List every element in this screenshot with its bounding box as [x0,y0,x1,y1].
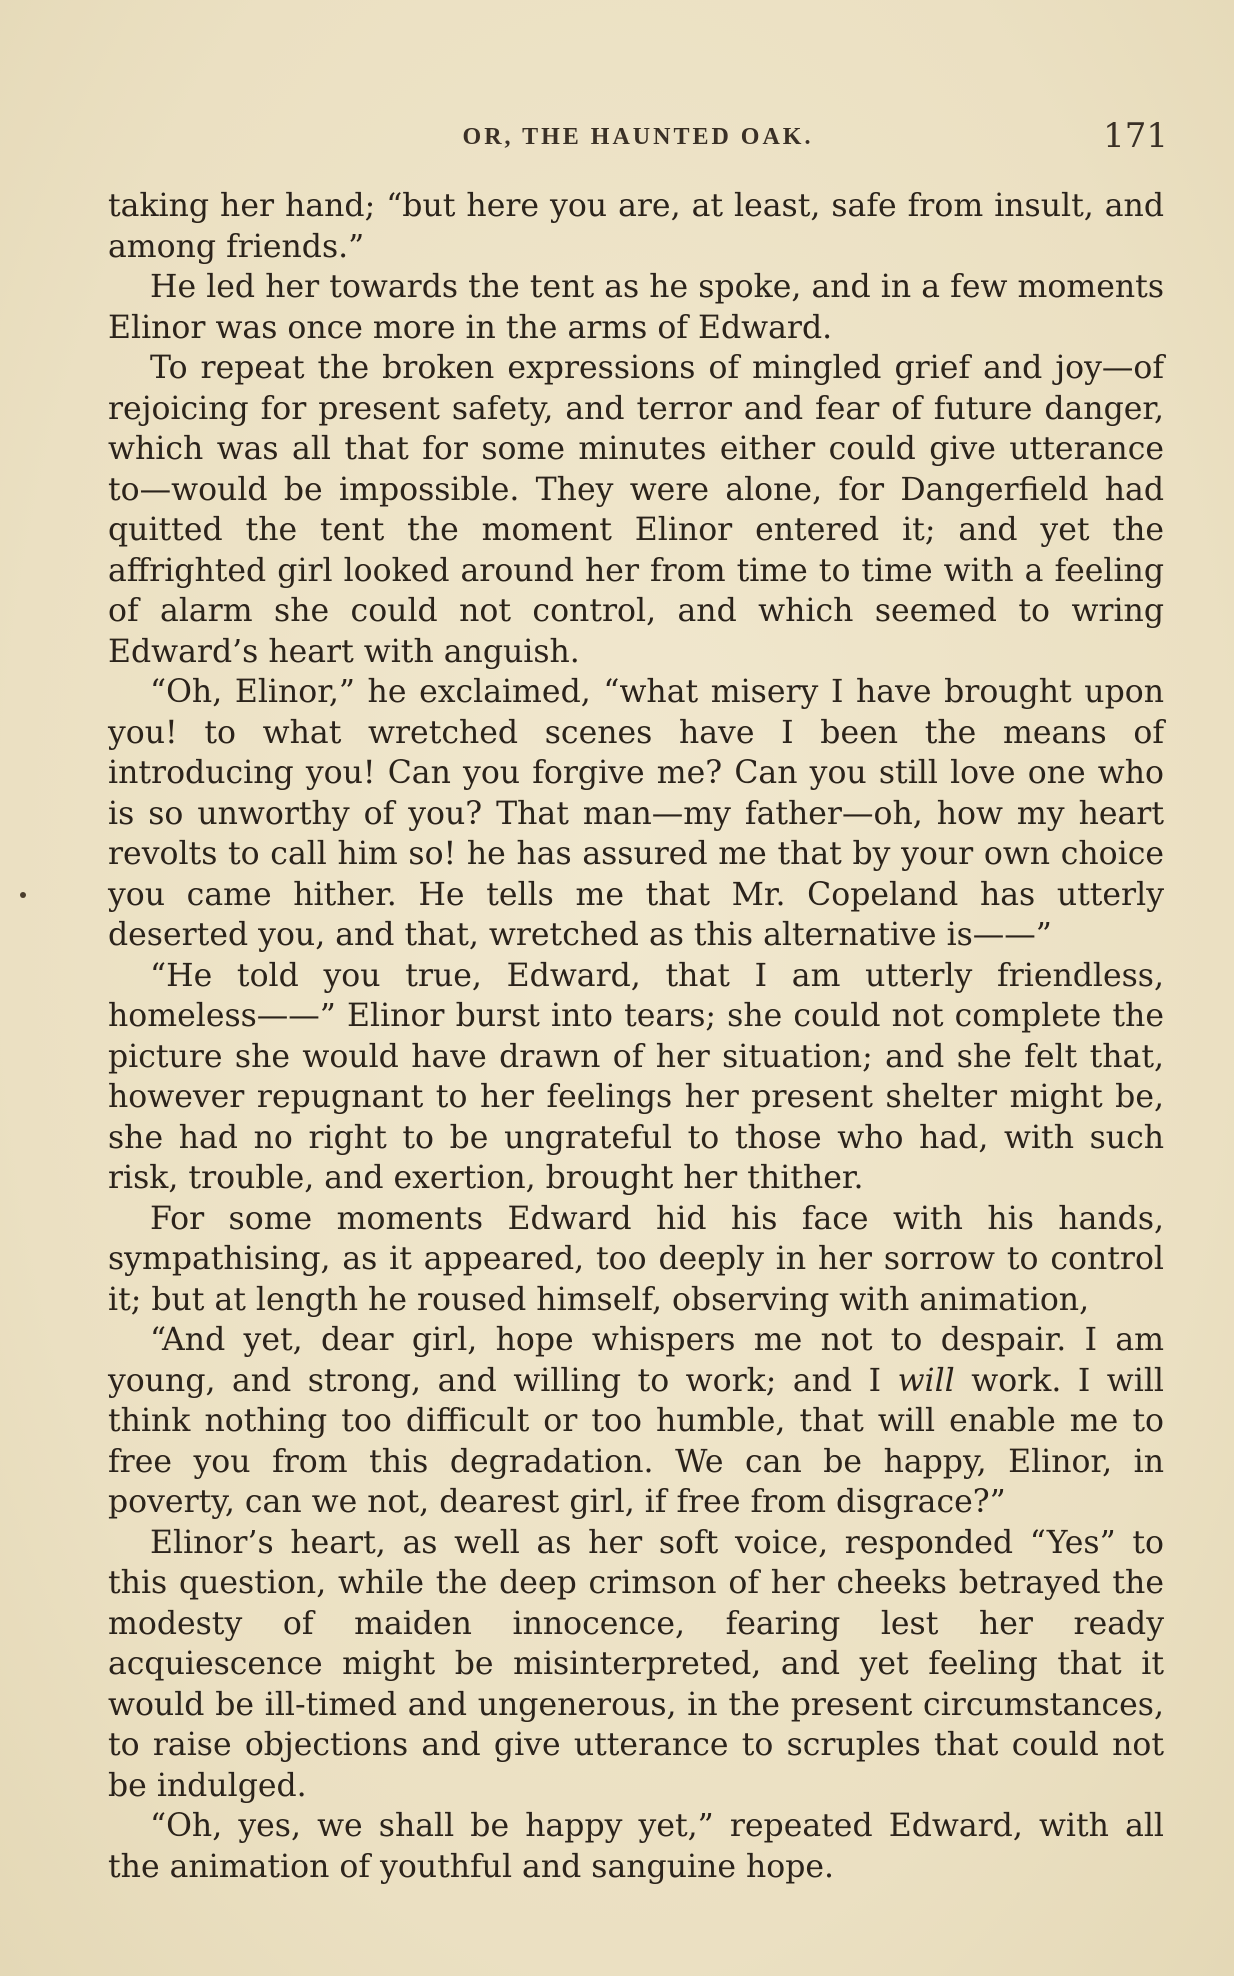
paragraph [108,1320,1164,1523]
emphasis: will [897,1362,955,1399]
body-text [108,186,1164,1887]
paragraph-text: “And yet, dear girl, hope whispers me not to despair. I am young, and strong, and willing to work; and I [108,1322,1164,1399]
running-head [108,116,1168,162]
paragraph: Elinor’s heart, as well as her soft voice, responded “Yes” to this question, while the deep crimson of her cheeks betrayed the modesty of maiden innocence, fearing lest her ready acquiescence might be misinterpreted, and yet feeling that it would be ill-timed and ungenerous, in the present circumstances, to raise objections and give utterance to scruples that could not be indulged. [108,1524,1164,1804]
paragraph: For some moments Edward hid his face with his hands, sympathising, as it appeared, too deeply in her sorrow to control it; but at length he roused himself, observing with animation, [108,1200,1164,1318]
paragraph-text: work. I will think nothing too difficult or too humble, that will enable me to free you from this degradation. We can be happy, Elinor, in poverty, can we not, dearest girl, if free from disgrace?” [108,1362,1164,1520]
ink-blemish [20,892,26,898]
paragraph: To repeat the broken expressions of mingled grief and joy—of rejoicing for present safety, and terror and fear of future danger, which was all that for some minutes either could give utterance to—would be impossible. They were alone, for Dangerfield had quitted the tent the moment Elinor entered it; and yet the affrighted girl looked around her from time to time with a feeling of alarm she could not control, and which seemed to wring Edward’s heart with anguish. [108,350,1164,670]
paragraph: He led her towards the tent as he spoke, and in a few moments Elinor was once more in the arms of Edward. [108,269,1164,346]
paragraph: “Oh, yes, we shall be happy yet,” repeated Edward, with all the animation of youthful and sanguine hope. [108,1808,1164,1885]
paragraph: “He told you true, Edward, that I am utterly friendless, homeless——” Elinor burst into tears; she could not complete the picture she would have drawn of her situation; and she felt that, however repugnant to her feelings her present shelter might be, she had no right to be ungrateful to those who had, with such risk, trouble, and exertion, brought her thither. [108,957,1164,1196]
paragraph: taking her hand; “but here you are, at least, safe from insult, and among friends.” [108,188,1164,265]
paragraph: “Oh, Elinor,” he exclaimed, “what misery I have brought upon you! to what wretched scenes have I been the means of introducing you! Can you forgive me? Can you still love one who is so unworthy of you? That man—my father—oh, how my heart revolts to call him so! he has assured me that by your own choice you came hither. He tells me that Mr. Copeland has utterly deserted you, and that, wretched as this alternative is——” [108,674,1164,953]
page-number: 171 [1103,116,1168,156]
running-title: OR, THE HAUNTED OAK. [462,124,814,150]
